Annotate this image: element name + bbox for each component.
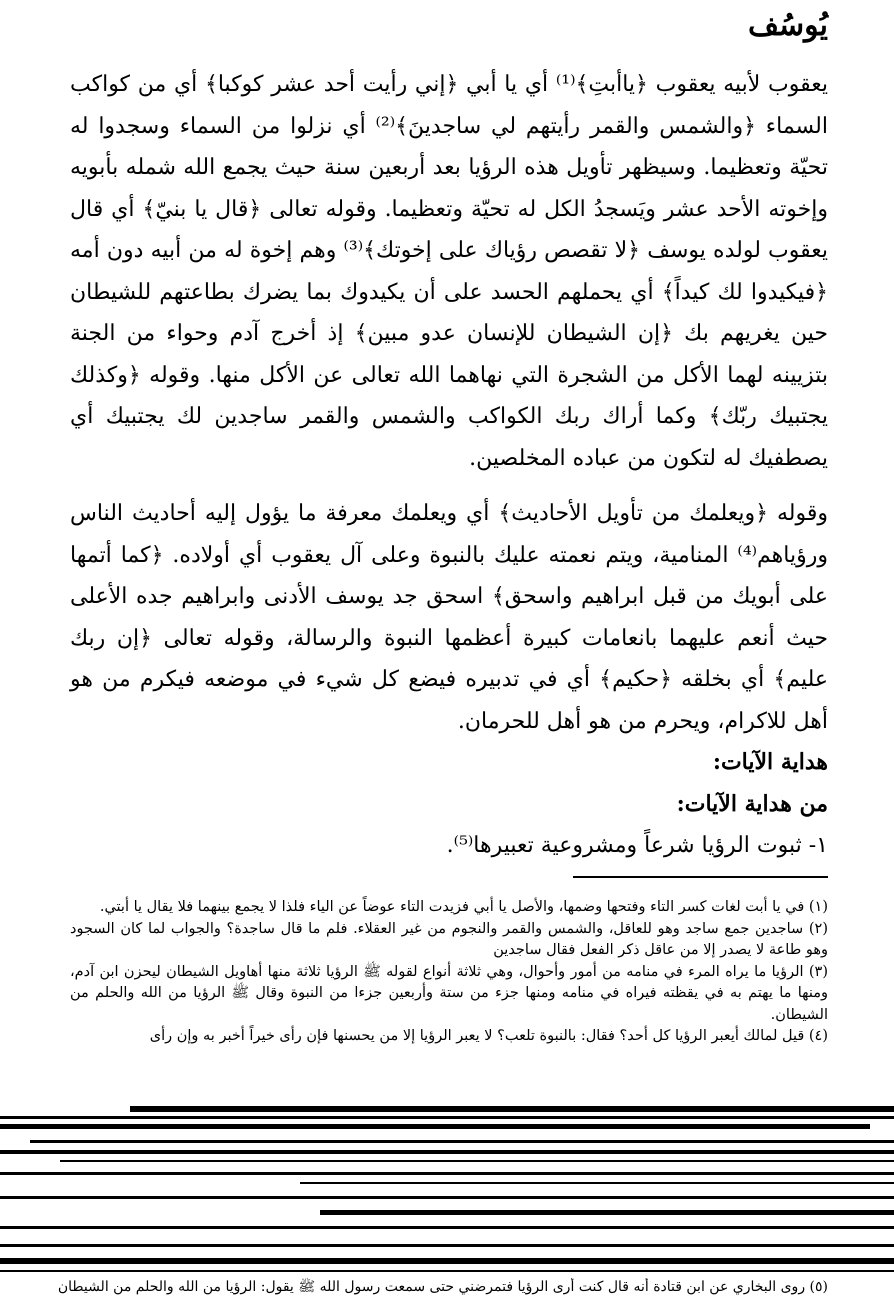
footnote-1: (١) في يا أبت لغات كسر التاء وفتحها وضمها، والأصل يا أبي فزيدت التاء عوضاً عن الياء فلذا لا يجمع بينهما فلا يقال يا أبتي.: [99, 899, 828, 915]
main-text: [70, 64, 828, 867]
paragraph-1: يعقوب لأبيه يعقوب ﴿ياأبتِ﴾⁽¹⁾ أي يا أبي ﴿إني رأيت أحد عشر كوكبا﴾ أي من كواكب السماء ﴿والشمس والقمر رأيتهم لي ساجدينَ﴾⁽²⁾ أي نزلوا من السماء وسجدوا له تحيّة وتعظيما. وسيظهر تأويل هذه الرؤيا بعد أربعين سنة حيث يجمع الله شمله بأبويه وإخوته الأحد عشر ويَسجدُ الكل له تحيّة وتعظيما. وقوله تعالى ﴿قال يا بنيّ﴾ أي قال يعقوب لولده يوسف ﴿لا تقصص رؤياك على إخوتك﴾⁽³⁾ وهم إخوة له من أبيه دون أمه ﴿فيكيدوا لك كيداً﴾ أي يحملهم الحسد على أن يكيدوك بما يضرك بطاعتهم للشيطان حين يغريهم بك ﴿إن الشيطان للإنسان عدو مبين﴾ إذ أخرج آدم وحواء من الجنة بتزيينه لهما الأكل من الشجرة التي نهاهما الله تعالى عن الأكل منها. وقوله ﴿وكذلك يجتبيك ربّك﴾ وكما أراك ربك الكواكب والشمس والقمر ساجدين لك يجتبيك أي يصطفيك له لتكون من عباده المخلصين.: [70, 72, 829, 471]
scan-artifact-bar: [0, 1258, 894, 1264]
footnote-5-partial: (٥) روى البخاري عن ابن قتادة أنه قال كنت أرى الرؤيا فتمرضني حتى سمعت رسول الله ﷺ يقول: الرؤيا من الله والحلم من الشيطان: [57, 1279, 828, 1295]
scan-artifact-bar: [30, 1140, 894, 1143]
heading-from-guidance: من هداية الآيات:: [676, 790, 828, 817]
footnotes: [70, 897, 828, 1048]
paragraph-2: وقوله ﴿ويعلمك من تأويل الأحاديث﴾ أي ويعلمك معرفة ما يؤول إليه أحاديث الناس ورؤياهم⁽⁴⁾ المنامية، ويتم نعمته عليك بالنبوة وعلى آل يعقوب أي أولاده. ﴿كما أتمها على أبويك من قبل ابراهيم واسحق﴾ اسحق جد يوسف الأدنى وابراهيم جده الأعلى حيث أنعم عليهما بانعامات كبيرة أعظمها النبوة والرسالة، وقوله تعالى ﴿إن ربك عليم﴾ أي بخلقه ﴿حكيم﴾ أي في تدبيره فيضع كل شيء في موضعه فيكرم من هو أهل للاكرام، ويحرم من هو أهل للحرمان.: [70, 501, 828, 734]
page-header-title: يُوسُف: [747, 8, 828, 43]
heading-guidance: هداية الآيات:: [712, 749, 828, 775]
scan-artifact-bar: [0, 1196, 894, 1199]
scan-artifact-bar: [0, 1116, 894, 1119]
scan-artifact-bar: [130, 1106, 894, 1112]
scan-artifact-bar: [300, 1182, 894, 1184]
scan-artifact-bar: [0, 1226, 894, 1229]
scan-artifact-bar: [0, 1150, 894, 1154]
scan-artifact-bar: [0, 1244, 894, 1247]
scan-artifact-bar: [0, 1172, 894, 1175]
footnote-3: (٣) الرؤيا ما يراه المرء في منامه من أمور وأحوال، وهي ثلاثة أنواع لقوله ﷺ الرؤيا ثلاثة منها أهاويل الشيطان ليحزن ابن آدم، ومنها ما يهتم به في يقظته فيراه في منامه ومنها جزء من ستة وأربعين جزءا من النبوة وقال ﷺ الرؤيا من الله والحلم من الشيطان.: [70, 963, 828, 1023]
scan-artifact-bar: [320, 1210, 894, 1215]
scan-artifact-bar: [60, 1160, 894, 1162]
footnote-2: (٢) ساجدين جمع ساجد وهو للعاقل، والشمس والقمر والنجوم من غير العقلاء. فلم ما قال ساجدة؟ والجواب لما كان السجود وهو طاعة لا يصدر إلا من عاقل ذكر الفعل فقال ساجدين: [70, 920, 828, 958]
footnote-separator: [573, 876, 828, 878]
point-1: ١- ثبوت الرؤيا شرعاً ومشروعية تعبيرها⁽⁵⁾.: [446, 833, 828, 858]
scan-artifact-bar: [0, 1270, 894, 1272]
footnote-4: (٤) قيل لمالك أيعبر الرؤيا كل أحد؟ فقال: بالنبوة تلعب؟ لا يعبر الرؤيا إلا من يحسنها فإن رأى خيراً أخبر به وإن رأى: [149, 1028, 828, 1044]
scan-artifact-bar: [0, 1124, 870, 1129]
